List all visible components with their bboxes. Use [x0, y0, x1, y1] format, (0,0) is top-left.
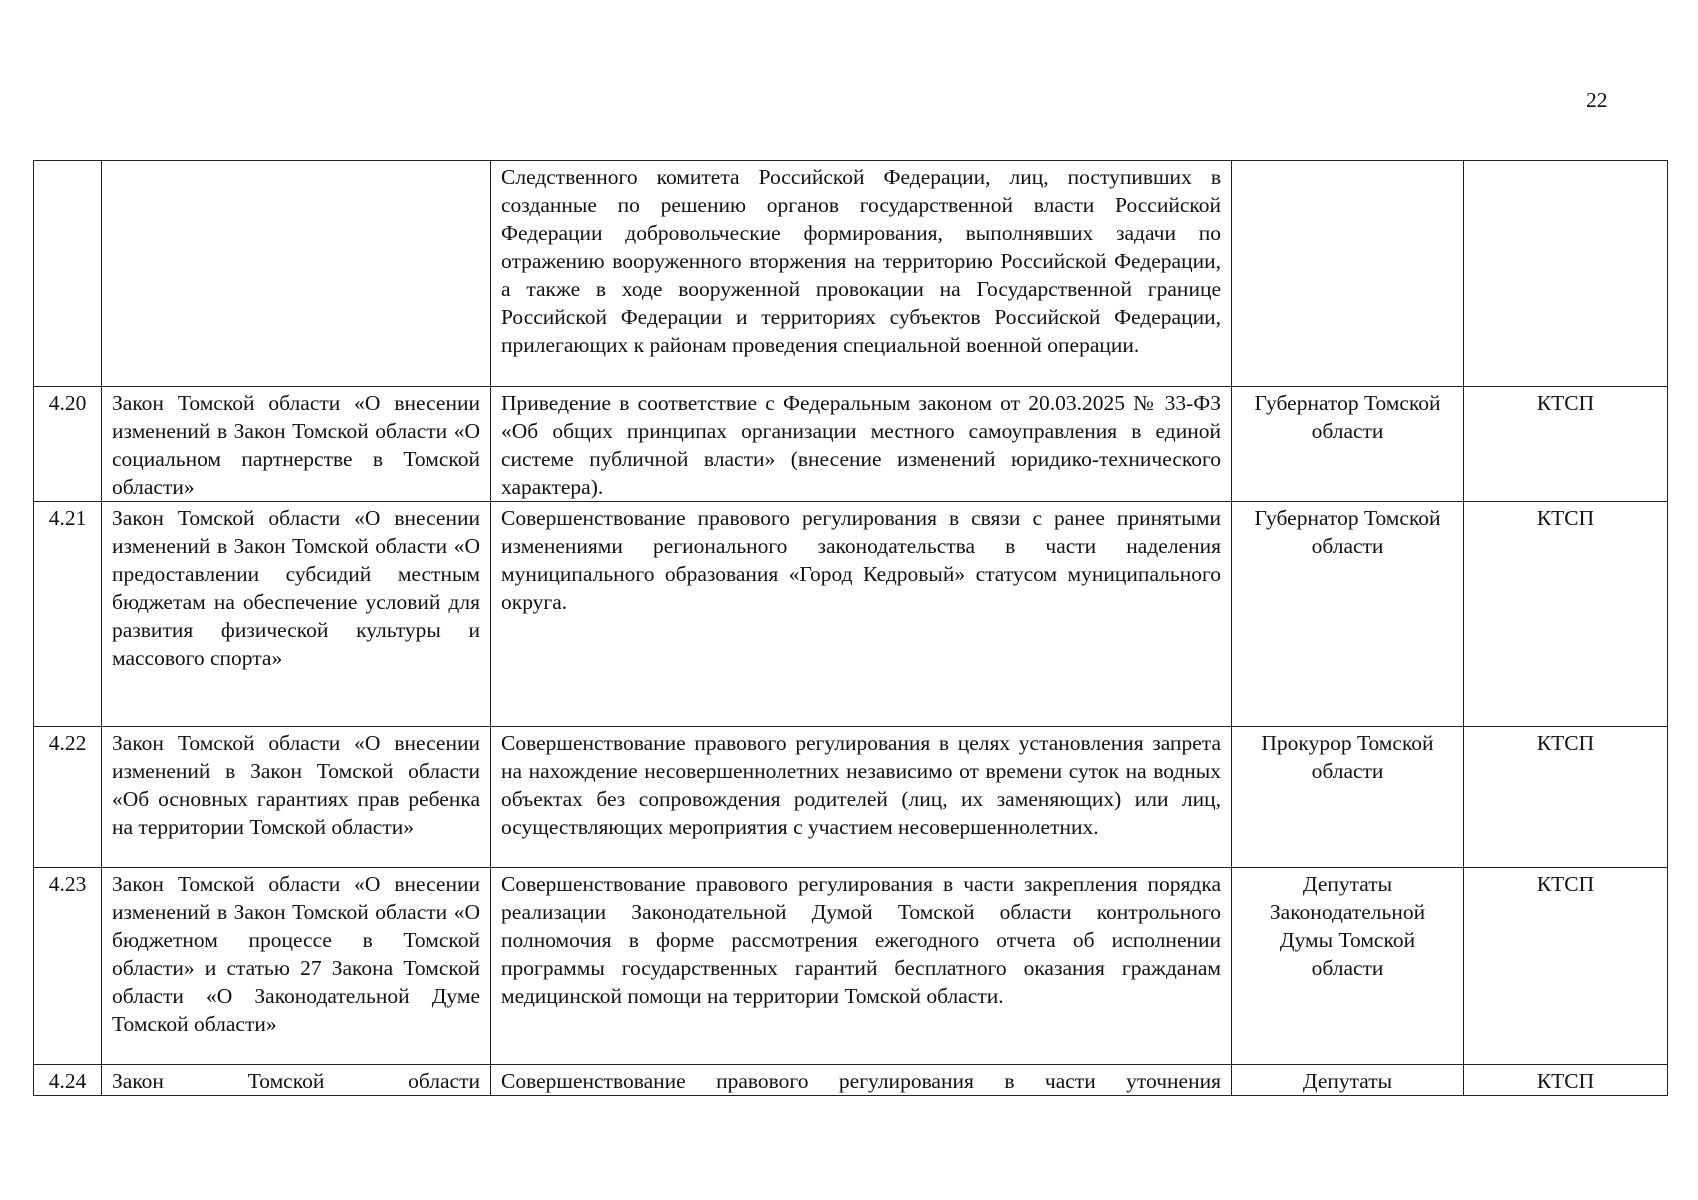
table-row — [34, 1065, 1668, 1096]
law-initiator: Губернатор Томской области — [1232, 502, 1464, 727]
law-purpose: Совершенствование правового регулирования в связи с ранее принятыми изменениями регионального законодательства в части наделения муниципального образования «Город Кедровый» статусом муниципального округа. — [491, 502, 1232, 727]
law-initiator: Депутаты Законодательной Думы Томской области — [1232, 868, 1464, 1065]
law-purpose: Совершенствование правового регулирования в части закрепления порядка реализации Законодательной Думой Томской области контрольного полномочия в форме рассмотрения ежегодного отчета об исполнении программы государственных гарантий бесплатного оказания гражданам медицинской помощи на территории Томской области. — [491, 868, 1232, 1065]
responsible-committee: КТСП — [1464, 502, 1668, 727]
law-initiator: Прокурор Томской области — [1232, 727, 1464, 868]
responsible-committee: КТСП — [1464, 868, 1668, 1065]
law-initiator: Губернатор Томской области — [1232, 387, 1464, 502]
row-number — [34, 161, 102, 387]
table-row — [34, 387, 1668, 502]
row-number: 4.23 — [34, 868, 102, 1065]
responsible-committee: КТСП — [1464, 1065, 1668, 1096]
row-number: 4.24 — [34, 1065, 102, 1096]
responsible-committee — [1464, 161, 1668, 387]
responsible-committee: КТСП — [1464, 387, 1668, 502]
law-purpose: Совершенствование правового регулирования в целях установления запрета на нахождение несовершеннолетних независимо от времени суток на водных объектах без сопровождения родителей (лиц, их заменяющих) или лиц, осуществляющих мероприятия с участием несовершеннолетних. — [491, 727, 1232, 868]
table-row — [34, 868, 1668, 1065]
law-title — [102, 161, 491, 387]
law-title: Закон Томской области — [102, 1065, 491, 1096]
law-title: Закон Томской области «О внесении изменений в Закон Томской области «О бюджетном процессе в Томской области» и статью 27 Закона Томской области «О Законодательной Думе Томской области» — [102, 868, 491, 1065]
law-purpose: Совершенствование правового регулирования в части уточнения — [491, 1065, 1232, 1096]
law-title: Закон Томской области «О внесении изменений в Закон Томской области «Об основных гарантиях прав ребенка на территории Томской области» — [102, 727, 491, 868]
row-number: 4.20 — [34, 387, 102, 502]
law-title: Закон Томской области «О внесении изменений в Закон Томской области «О социальном партнерстве в Томской области» — [102, 387, 491, 502]
table-row — [34, 727, 1668, 868]
law-title: Закон Томской области «О внесении изменений в Закон Томской области «О предоставлении субсидий местным бюджетам на обеспечение условий для развития физической культуры и массового спорта» — [102, 502, 491, 727]
row-number: 4.22 — [34, 727, 102, 868]
law-purpose: Следственного комитета Российской Федерации, лиц, поступивших в созданные по решению органов государственной власти Российской Федерации добровольческие формирования, выполнявших задачи по отражению вооруженного вторжения на территорию Российской Федерации, а также в ходе вооруженной провокации на Государственной границе Российской Федерации и территориях субъектов Российской Федерации, прилегающих к районам проведения специальной военной операции. — [491, 161, 1232, 387]
legislation-plan-table — [33, 160, 1668, 1096]
page-number: 22 — [1586, 88, 1608, 112]
law-initiator: Депутаты — [1232, 1065, 1464, 1096]
responsible-committee: КТСП — [1464, 727, 1668, 868]
table-row — [34, 502, 1668, 727]
row-number: 4.21 — [34, 502, 102, 727]
law-initiator — [1232, 161, 1464, 387]
law-purpose: Приведение в соответствие с Федеральным законом от 20.03.2025 № 33-ФЗ «Об общих принципах организации местного самоуправления в единой системе публичной власти» (внесение изменений юридико-технического характера). — [491, 387, 1232, 502]
table-row — [34, 161, 1668, 387]
